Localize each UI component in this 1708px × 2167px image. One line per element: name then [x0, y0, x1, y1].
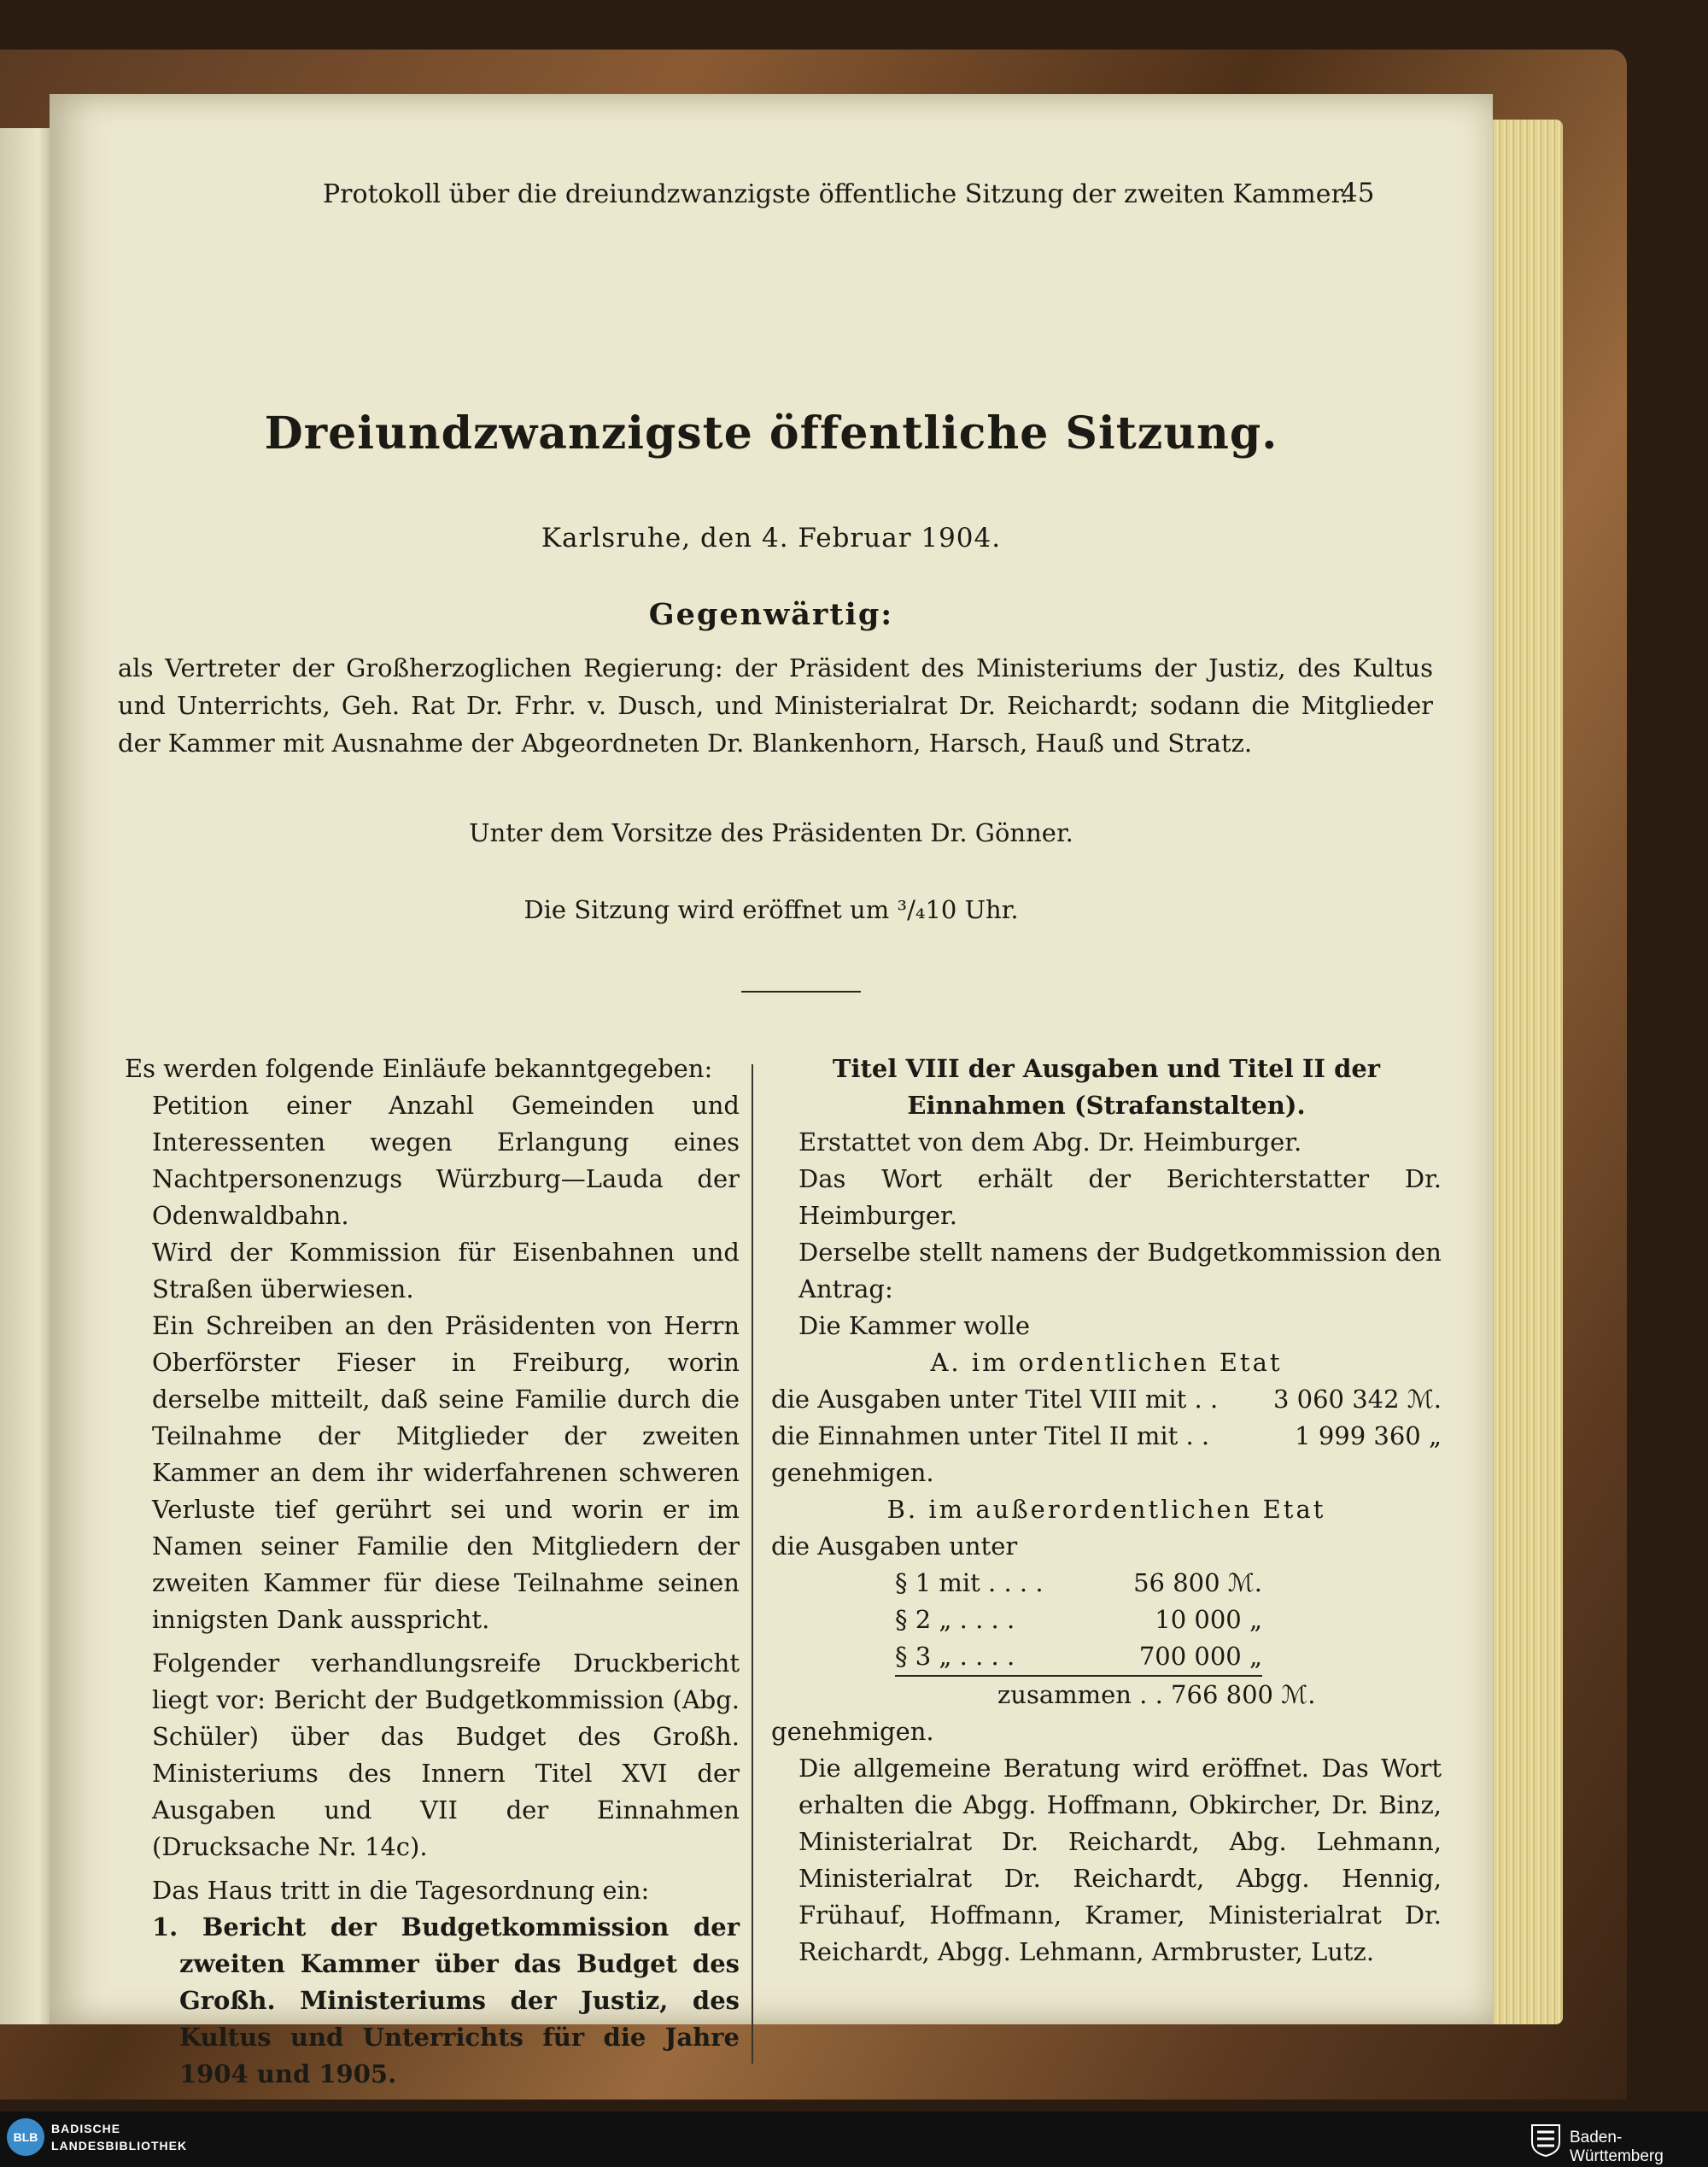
extraordinary-table: [895, 1565, 1262, 1677]
present-text: als Vertreter der Großherzoglichen Regierung: der Präsident des Ministeriums der Justiz, des Kultus und Unterrichts, Geh. Rat Dr. Frhr. v. Dusch, und Ministerialrat Dr. Reichardt; sodann die Mitglieder der Kammer mit Ausnahme der Abgeordneten Dr. Blankenhorn, Harsch, Hauß und Stratz.: [118, 653, 1433, 758]
budget-row: [771, 1381, 1442, 1418]
announcement-intro: Es werden folgende Einläufe bekanntgegeben:: [125, 1054, 713, 1083]
budget-label: die Ausgaben unter Titel VIII mit . .: [771, 1385, 1219, 1414]
approve-line-2: genehmigen.: [771, 1717, 934, 1746]
paragraph-amount: 700 000 „: [1138, 1642, 1262, 1671]
library-name-line1: BADISCHE: [51, 2122, 121, 2135]
page-title: Dreiundzwanzigste öffentliche Sitzung.: [264, 407, 1278, 460]
paragraph-amount: 10 000 „: [1155, 1605, 1262, 1634]
document-page: [50, 94, 1493, 2088]
budget-row: [771, 1418, 1442, 1455]
column-separator: [752, 1064, 753, 2064]
motion-intro: Derselbe stellt namens der Budgetkommission den Antrag:: [798, 1238, 1442, 1303]
right-column: [771, 1051, 1442, 1971]
total-line: zusammen . . 766 800 ℳ.: [997, 1680, 1316, 1709]
table-row: [895, 1565, 1262, 1602]
facing-page-edge: [0, 128, 55, 2024]
section-b-intro: die Ausgaben unter: [771, 1532, 1018, 1561]
debate-text: Die allgemeine Beratung wird eröffnet. Das Wort erhalten die Abgg. Hoffmann, Obkircher, Dr. Binz, Ministerialrat Dr. Reichardt, Abg. Lehmann, Ministerialrat Dr. Reichardt, Abgg. Hennig, Frühauf, Hoffmann, Kramer, Ministerialrat Dr. Reichardt, Abgg. Lehmann, Armbruster, Lutz.: [798, 1754, 1442, 1966]
library-name-line2: LANDESBIBLIOTHEK: [51, 2139, 188, 2152]
report-notice: Folgender verhandlungsreife Druckbericht liegt vor: Bericht der Budgetkommission (Abg. Schüler) über das Budget des Großh. Ministeriums des Innern Titel XVI der Ausgaben und VII der Einnahmen (Drucksache Nr. 14c).: [152, 1649, 740, 1861]
opening-line: Die Sitzung wird eröffnet um ³/₄10 Uhr.: [524, 895, 1019, 924]
present-heading: Gegenwärtig:: [648, 597, 894, 632]
section-a-heading: A. im ordentlichen Etat: [930, 1348, 1283, 1377]
petition-text: Petition einer Anzahl Gemeinden und Interessenten wegen Erlangung eines Nachtpersonenzugs Würzburg—Lauda der Odenwaldbahn.: [152, 1091, 740, 1230]
budget-amount: 3 060 342 ℳ.: [1272, 1385, 1442, 1414]
agenda-item-1: 1. Bericht der Budgetkommission der zweiten Kammer über das Budget des Großh. Ministeriums der Justiz, des Kultus und Unterrichts für die Jahre 1904 und 1905.: [152, 1912, 740, 2088]
running-header: Protokoll über die dreiundzwanzigste öffentliche Sitzung der zweiten Kammer.: [323, 179, 1349, 209]
paragraph-label: § 1 mit . . . .: [895, 1568, 1044, 1597]
paragraph-label: § 3 „ . . . .: [895, 1642, 1015, 1671]
word-line: Das Wort erhält der Berichterstatter Dr. Heimburger.: [798, 1164, 1442, 1230]
paragraph-amount: 56 800 ℳ.: [1133, 1568, 1262, 1597]
letter-text: Ein Schreiben an den Präsidenten von Herrn Oberförster Fieser in Freiburg, worin derselbe mitteilt, daß seine Familie durch die Teilnahme der Mitglieder der zweiten Kammer an dem ihr widerfahrenen schweren Verluste tief gerührt sei und worin er im Namen seiner Familie den Mitgliedern der zweiten Kammer für diese Teilnahme seinen innigsten Dank ausspricht.: [152, 1311, 740, 1634]
blb-logo-icon[interactable]: BLB: [7, 2118, 44, 2156]
section-b-heading: B. im außerordentlichen Etat: [886, 1495, 1326, 1524]
table-row: [895, 1602, 1262, 1638]
budget-amount: 1 999 360 „: [1295, 1421, 1442, 1450]
budget-label: die Einnahmen unter Titel II mit . .: [771, 1421, 1210, 1450]
chair-line: Unter dem Vorsitze des Präsidenten Dr. Gönner.: [469, 818, 1073, 847]
footer-bar: [0, 2111, 1708, 2167]
page-edges: [1482, 120, 1563, 2024]
place-date: Karlsruhe, den 4. Februar 1904.: [541, 523, 1002, 553]
petition-referral: Wird der Kommission für Eisenbahnen und Straßen überwiesen.: [152, 1238, 740, 1303]
reporter-line: Erstattet von dem Abg. Dr. Heimburger.: [798, 1127, 1302, 1157]
left-column: [125, 1051, 740, 2093]
chamber-line: Die Kammer wolle: [798, 1311, 1031, 1340]
partner-label: Baden-Württemberg: [1570, 2129, 1664, 2165]
agenda-intro: Das Haus tritt in die Tagesordnung ein:: [152, 1876, 650, 1905]
section-heading: Titel VIII der Ausgaben und Titel II der Einnahmen (Strafanstalten).: [832, 1054, 1381, 1120]
baden-wuerttemberg-crest-icon[interactable]: [1529, 2120, 1563, 2158]
paragraph-label: § 2 „ . . . .: [895, 1605, 1015, 1634]
approve-line-1: genehmigen.: [771, 1458, 934, 1487]
divider-rule: [741, 991, 861, 993]
table-row: [895, 1638, 1262, 1677]
page-number: 45: [1341, 178, 1375, 208]
